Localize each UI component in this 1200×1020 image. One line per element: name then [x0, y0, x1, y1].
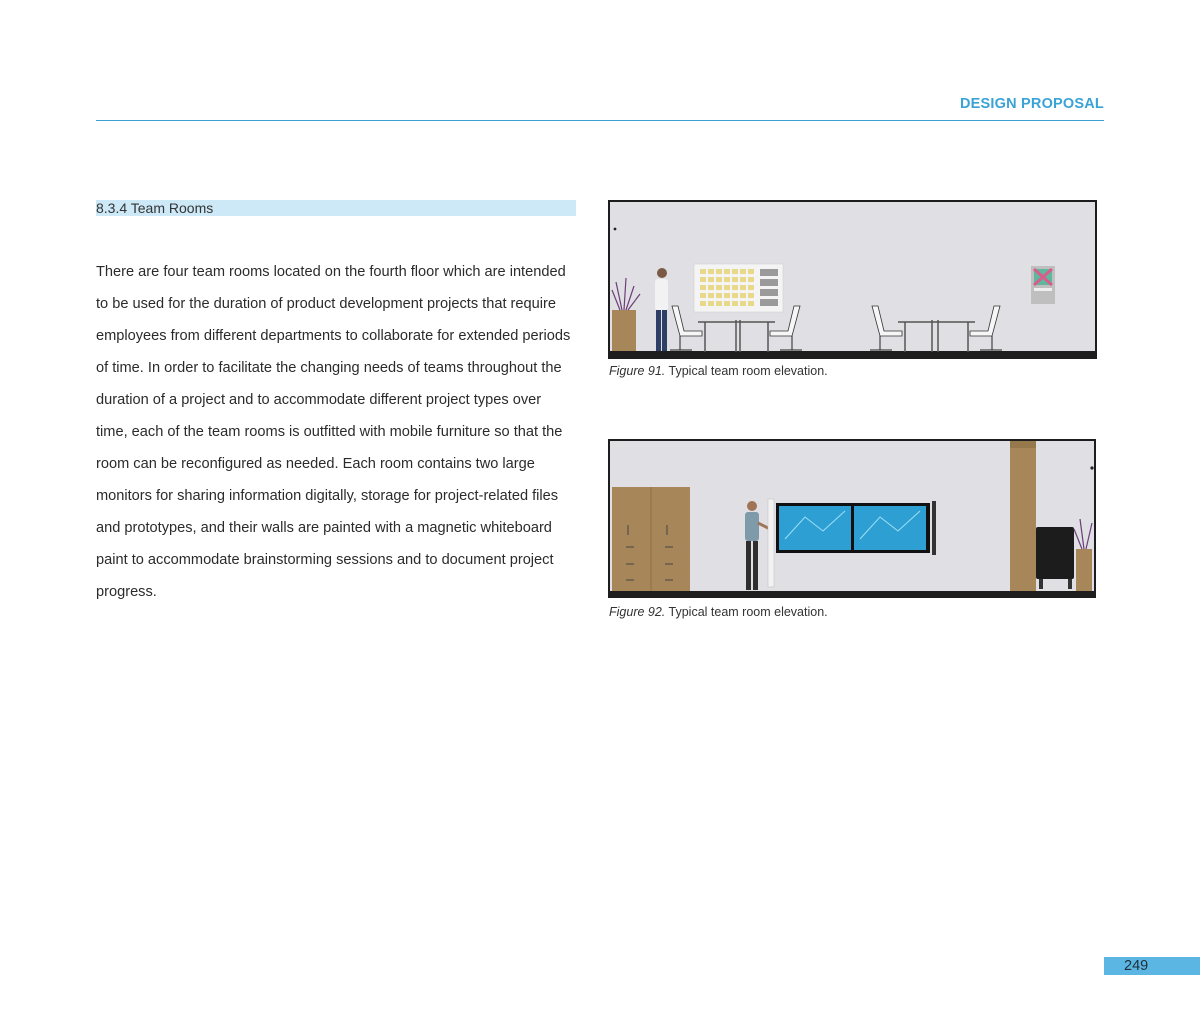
figure-92-number: Figure 92. [609, 605, 666, 619]
body-paragraph: There are four team rooms located on the fourth floor which are intended to be used for the duration of product development projects that require employees from different departments to collaborate for extended periods of time. In order to facilitate the changing needs of teams throughout the duration of a project and to accommodate different project types over time, each of the team rooms is outfitted with mobile furniture so that the room can be reconfigured as needed. Each room contains two large monitors for sharing information digitally, storage for project-related files and prototypes, and their walls are painted with a magnetic whiteboard paint to accommodate brainstorming sessions and to document project progress. [96, 264, 571, 600]
figure-92-caption [609, 605, 828, 619]
header-rule [96, 120, 1104, 121]
section-heading: 8.3.4 Team Rooms [96, 200, 576, 216]
figure-91-number: Figure 91. [609, 364, 666, 378]
figure-91-image [608, 200, 1097, 359]
figure-92-image [608, 439, 1096, 598]
figure-91-caption-text: Typical team room elevation. [668, 364, 828, 378]
page-number: 249 [1104, 957, 1200, 975]
header-title: DESIGN PROPOSAL [960, 96, 1104, 112]
figure-91-caption [609, 364, 828, 378]
figure-92-caption-text: Typical team room elevation. [668, 605, 828, 619]
